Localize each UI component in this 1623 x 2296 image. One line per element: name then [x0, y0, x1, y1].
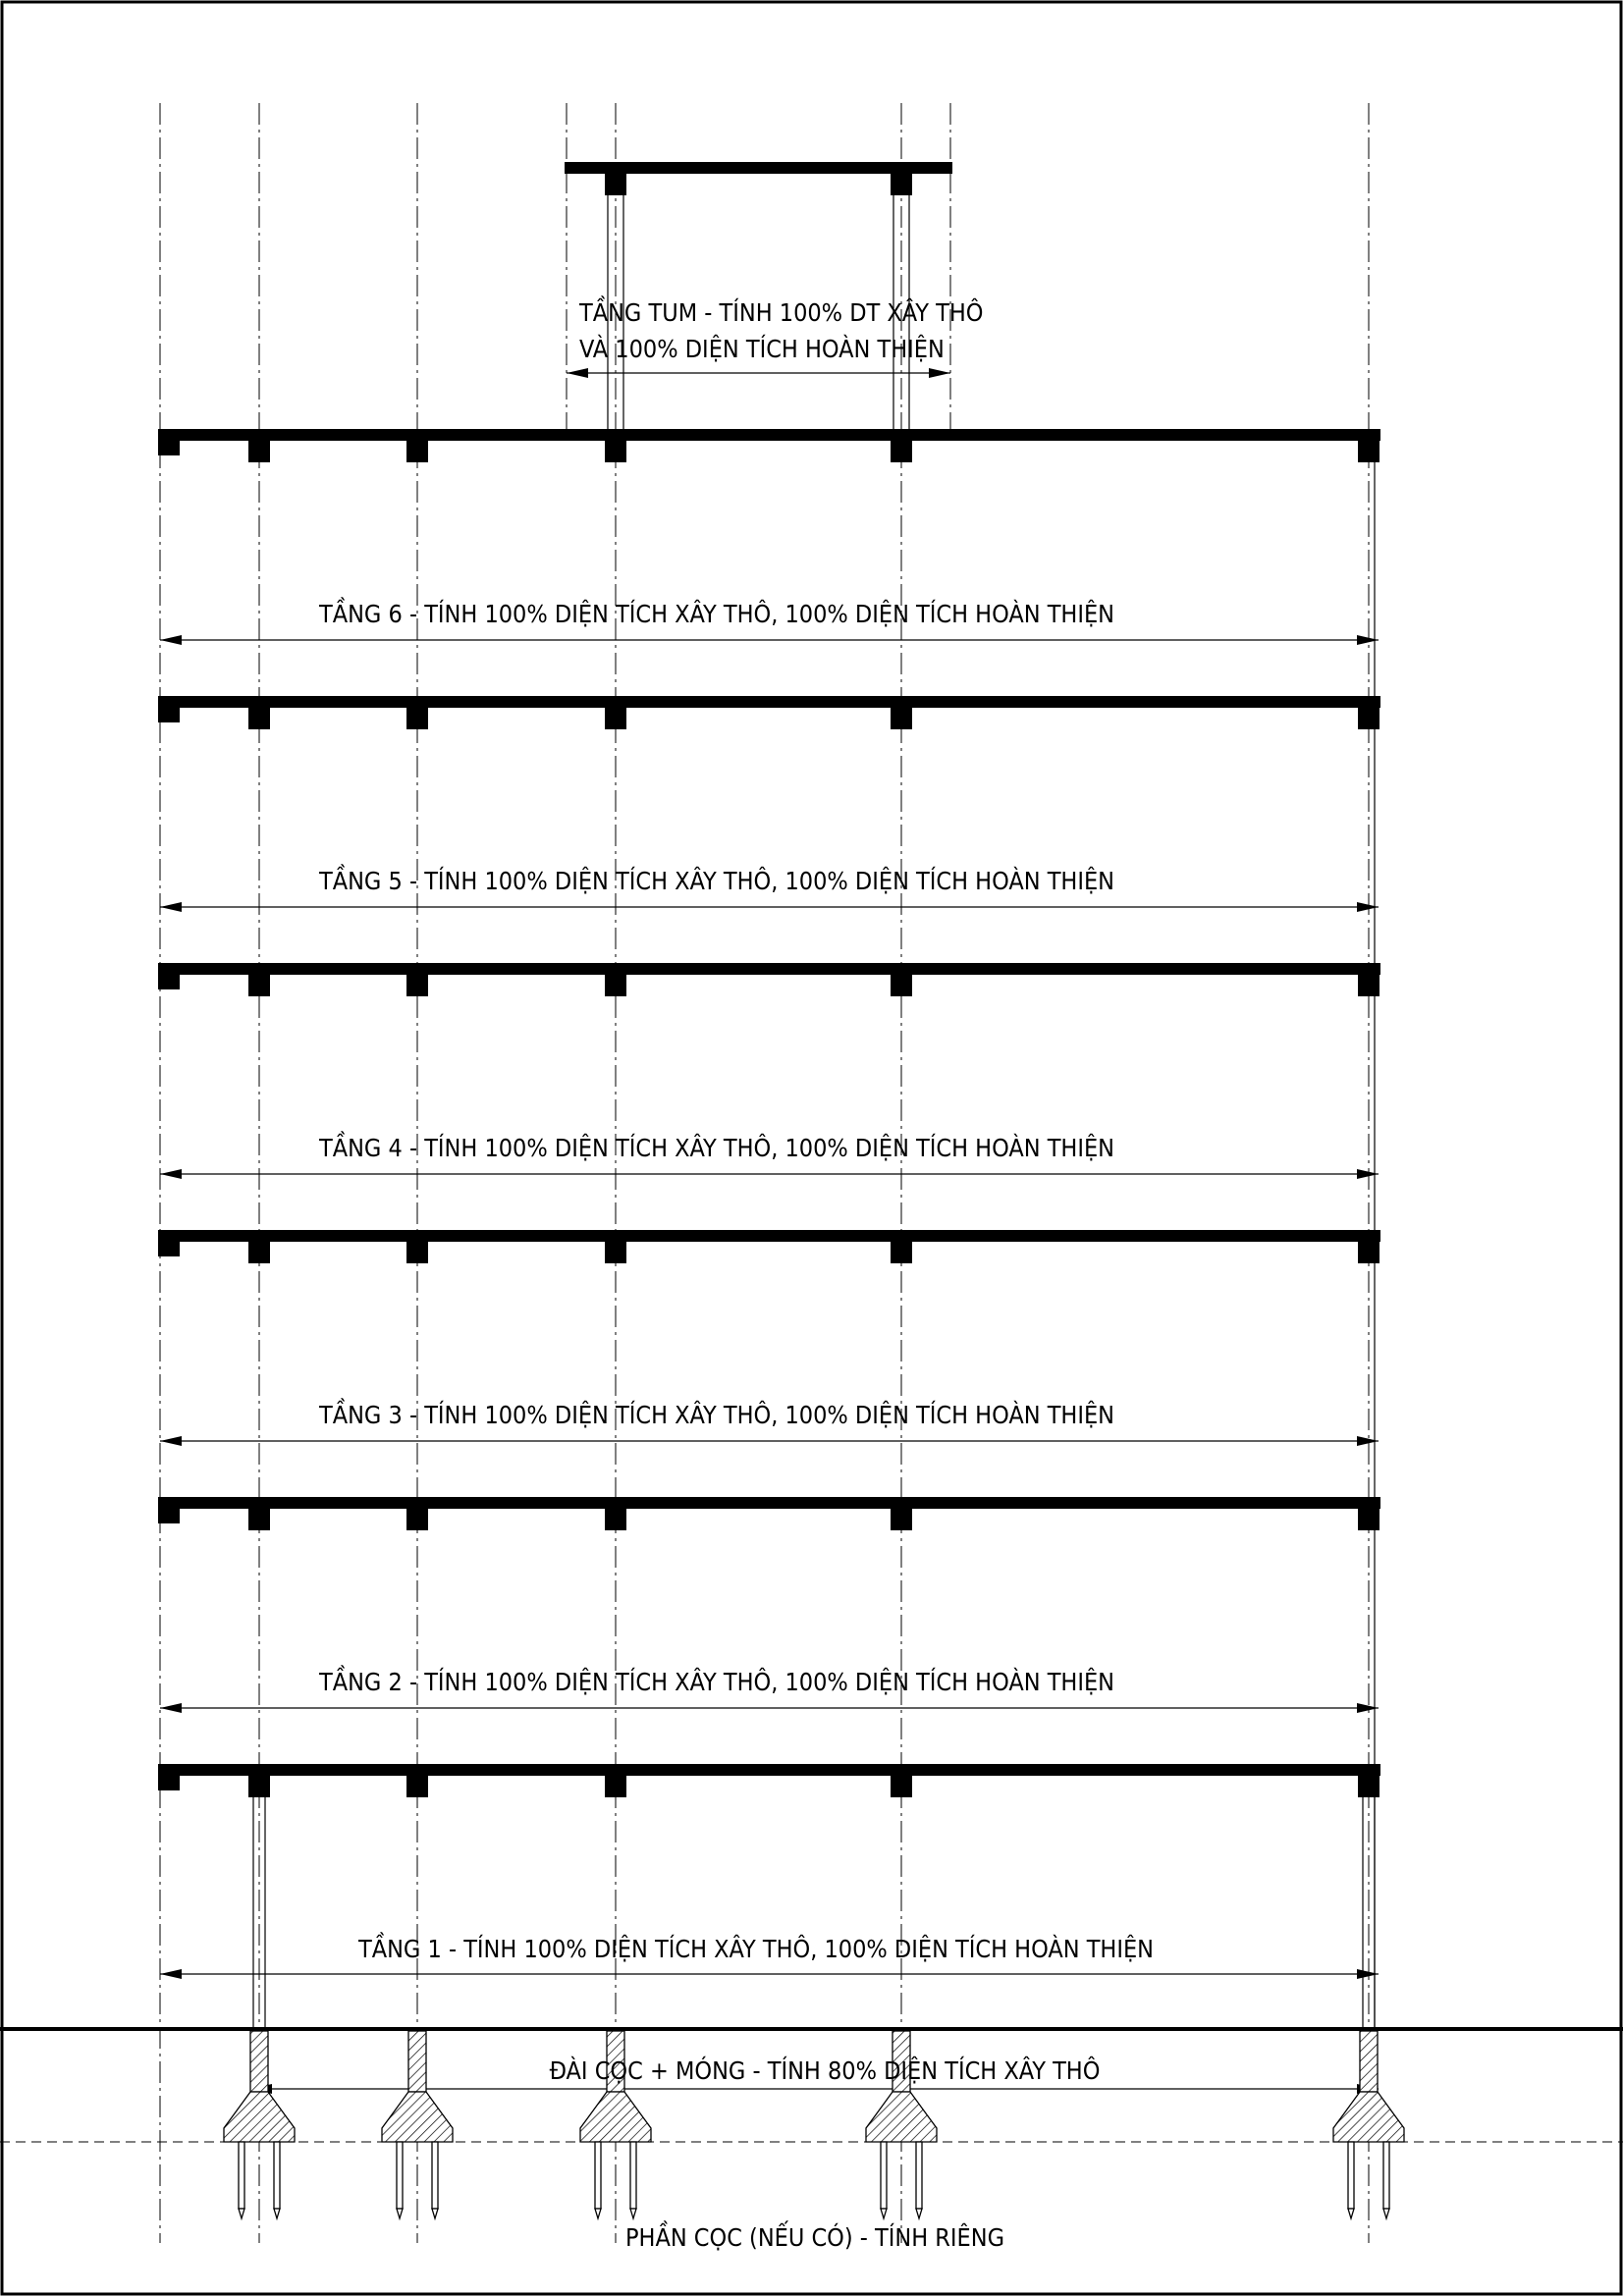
slab-edge-beam — [158, 973, 180, 989]
pile-label: PHẦN CỌC (NẾU CÓ) - TÍNH RIÊNG — [624, 2223, 1005, 2252]
column-stub — [1360, 2031, 1378, 2092]
arrow-head — [160, 1703, 182, 1713]
columns — [253, 195, 1375, 2032]
floor-5-label: TẦNG 5 - TÍNH 100% DIỆN TÍCH XÂY THÔ, 100% DIỆN TÍCH HOÀN THIỆN — [318, 867, 1115, 895]
beam — [605, 1507, 626, 1530]
floor-slab — [158, 696, 1380, 708]
beam — [406, 1240, 428, 1263]
arrow-head — [1357, 1169, 1379, 1179]
slab-edge-beam — [158, 1240, 180, 1256]
pile-cap — [224, 2092, 295, 2142]
pile-cap — [382, 2092, 453, 2142]
floor-6-label: TẦNG 6 - TÍNH 100% DIỆN TÍCH XÂY THÔ, 100% DIỆN TÍCH HOÀN THIỆN — [318, 600, 1115, 628]
pile — [881, 2142, 887, 2209]
slab-edge-beam — [158, 706, 180, 722]
pile-tip — [630, 2209, 636, 2218]
arrow-head — [1357, 1436, 1379, 1446]
roof-beam — [891, 172, 912, 195]
pile-tip — [397, 2209, 403, 2218]
pile-cap — [1333, 2092, 1404, 2142]
beam — [248, 1240, 270, 1263]
arrow-head — [160, 635, 182, 645]
column-stub — [250, 2031, 268, 2092]
pile-tip — [432, 2209, 438, 2218]
pile — [1383, 2142, 1389, 2209]
beam — [406, 1507, 428, 1530]
floor-slab — [158, 1497, 1380, 1509]
beam — [891, 439, 912, 462]
pile — [274, 2142, 280, 2209]
pile — [432, 2142, 438, 2209]
floor-slab — [158, 963, 1380, 975]
column-stub — [408, 2031, 426, 2092]
floor-slab — [158, 1764, 1380, 1776]
beam — [1358, 1507, 1380, 1530]
slab-edge-beam — [158, 439, 180, 455]
beam — [605, 439, 626, 462]
arrow-head — [1357, 902, 1379, 912]
beam — [1358, 1240, 1380, 1263]
slab-edge-beam — [158, 1774, 180, 1790]
beam — [891, 1774, 912, 1797]
beam — [1358, 973, 1380, 996]
foundation-label: ĐÀI CỌC + MÓNG - TÍNH 80% DIỆN TÍCH XÂY THÔ — [549, 2056, 1101, 2085]
floor-slab — [158, 429, 1380, 441]
beam — [891, 973, 912, 996]
beam — [891, 706, 912, 729]
pile-tip — [274, 2209, 280, 2218]
floor-2-label: TẦNG 2 - TÍNH 100% DIỆN TÍCH XÂY THÔ, 100% DIỆN TÍCH HOÀN THIỆN — [318, 1668, 1115, 1696]
slab-edge-beam — [158, 1507, 180, 1523]
beam — [406, 1774, 428, 1797]
floor-4-label: TẦNG 4 - TÍNH 100% DIỆN TÍCH XÂY THÔ, 100% DIỆN TÍCH HOÀN THIỆN — [318, 1134, 1115, 1162]
beam — [1358, 706, 1380, 729]
arrow-head — [160, 902, 182, 912]
floor-1-label: TẦNG 1 - TÍNH 100% DIỆN TÍCH XÂY THÔ, 100% DIỆN TÍCH HOÀN THIỆN — [357, 1935, 1155, 1963]
beam — [1358, 1774, 1380, 1797]
pile-cap — [866, 2092, 937, 2142]
beam — [248, 439, 270, 462]
beam — [891, 1507, 912, 1530]
beam — [605, 973, 626, 996]
beam — [605, 706, 626, 729]
pile-tip — [595, 2209, 601, 2218]
arrow-head — [929, 368, 950, 378]
pile-tip — [239, 2209, 244, 2218]
beam — [605, 1774, 626, 1797]
pile-cap — [580, 2092, 651, 2142]
arrow-head — [160, 1436, 182, 1446]
roof-label-line2: VÀ 100% DIỆN TÍCH HOÀN THIỆN — [579, 335, 945, 363]
beam — [605, 1240, 626, 1263]
pile — [397, 2142, 403, 2209]
beam — [406, 706, 428, 729]
floor-slab — [158, 1230, 1380, 1242]
beam — [891, 1240, 912, 1263]
roof-label-line1: TẦNG TUM - TÍNH 100% DT XÂY THÔ — [579, 298, 984, 327]
pile — [1348, 2142, 1354, 2209]
arrow-head — [160, 1169, 182, 1179]
pile-tip — [916, 2209, 922, 2218]
beam — [248, 1507, 270, 1530]
floor-3-label: TẦNG 3 - TÍNH 100% DIỆN TÍCH XÂY THÔ, 100% DIỆN TÍCH HOÀN THIỆN — [318, 1401, 1115, 1429]
grid-lines — [160, 103, 1369, 2243]
arrow-head — [1357, 1703, 1379, 1713]
beam — [248, 706, 270, 729]
beam — [406, 973, 428, 996]
beam — [248, 1774, 270, 1797]
arrow-head — [567, 368, 588, 378]
pile — [916, 2142, 922, 2209]
arrow-head — [1357, 1969, 1379, 1979]
pile — [630, 2142, 636, 2209]
arrow-head — [160, 1969, 182, 1979]
pile-tip — [1383, 2209, 1389, 2218]
pile — [239, 2142, 244, 2209]
pile-tip — [881, 2209, 887, 2218]
arrow-head — [1357, 635, 1379, 645]
beam — [1358, 439, 1380, 462]
roof-beam — [605, 172, 626, 195]
beam — [406, 439, 428, 462]
pile-tip — [1348, 2209, 1354, 2218]
pile — [595, 2142, 601, 2209]
beam — [248, 973, 270, 996]
floor-slabs — [158, 162, 1380, 1797]
